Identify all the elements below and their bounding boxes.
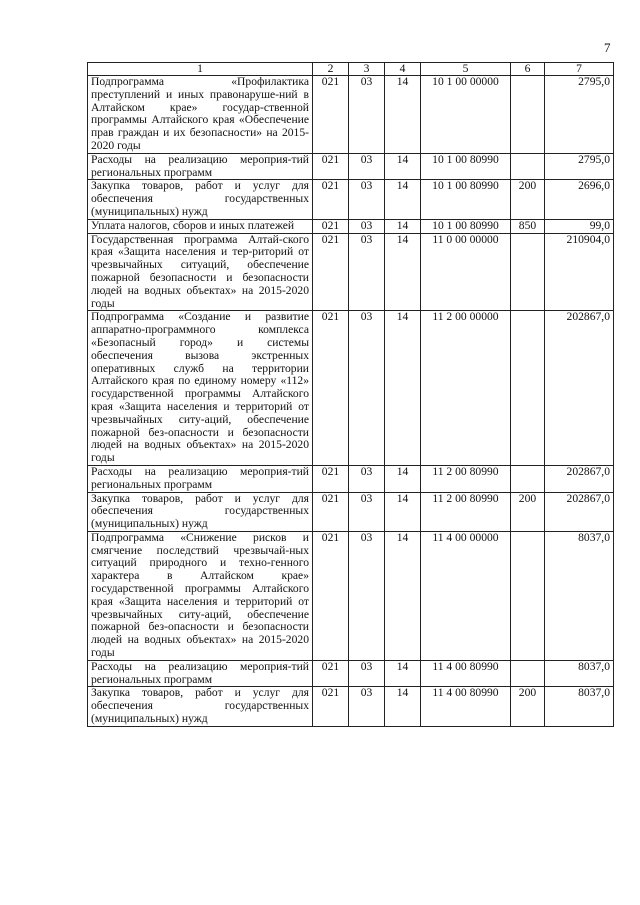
row-name-cell: Закупка товаров, работ и услуг для обеспечения государственных (муниципальных) нужд (88, 492, 313, 531)
header-cell: 3 (349, 63, 385, 76)
admin-code-cell: 021 (313, 687, 349, 726)
table-row (88, 687, 614, 726)
row-name-cell: Подпрограмма «Профилактика преступлений и иных правонаруше-ний в Алтайском крае» государ-ственной программы Алтайского края «Обеспечение прав граждан и их безопасности» на 2015-2020 годы (88, 76, 313, 154)
section-code-cell: 03 (349, 76, 385, 154)
expense-type-cell: 850 (511, 219, 545, 233)
table-row (88, 233, 614, 311)
section-code-cell: 03 (349, 660, 385, 687)
admin-code-cell: 021 (313, 180, 349, 219)
subsection-code-cell: 14 (385, 233, 421, 311)
admin-code-cell: 021 (313, 233, 349, 311)
subsection-code-cell: 14 (385, 492, 421, 531)
admin-code-cell: 021 (313, 219, 349, 233)
admin-code-cell: 021 (313, 465, 349, 492)
target-article-cell: 10 1 00 80990 (421, 180, 511, 219)
table-row (88, 660, 614, 687)
row-name-cell: Государственная программа Алтай-ского края «Защита населения и тер-риторий от чрезвычайных ситуаций, обеспечение пожарной безопасности и безопасности людей на водных объектах» на 2015-2020 годы (88, 233, 313, 311)
amount-cell: 202867,0 (545, 311, 614, 466)
table-row (88, 531, 614, 660)
table-row (88, 153, 614, 180)
row-name-cell: Подпрограмма «Создание и развитие аппаратно-программного комплекса «Безопасный город» и системы обеспечения вызова экстренных оперативных служб на территории Алтайского края по единому номеру «112» государственной программы Алтайского края «Защита населения и территорий от чрезвычайных ситу-аций, обеспечение пожарной без-опасности и безопасности людей на водных объектах» на 2015-2020 годы (88, 311, 313, 466)
subsection-code-cell: 14 (385, 153, 421, 180)
subsection-code-cell: 14 (385, 219, 421, 233)
admin-code-cell: 021 (313, 492, 349, 531)
subsection-code-cell: 14 (385, 311, 421, 466)
header-row (88, 63, 614, 76)
expense-type-cell (511, 76, 545, 154)
subsection-code-cell: 14 (385, 660, 421, 687)
subsection-code-cell: 14 (385, 465, 421, 492)
page-number: 7 (604, 40, 611, 55)
target-article-cell: 11 2 00 00000 (421, 311, 511, 466)
section-code-cell: 03 (349, 153, 385, 180)
admin-code-cell: 021 (313, 531, 349, 660)
section-code-cell: 03 (349, 311, 385, 466)
section-code-cell: 03 (349, 531, 385, 660)
expense-type-cell (511, 311, 545, 466)
header-cell: 7 (545, 63, 614, 76)
expense-type-cell: 200 (511, 492, 545, 531)
row-name-cell: Уплата налогов, сборов и иных платежей (88, 219, 313, 233)
header-cell: 4 (385, 63, 421, 76)
expense-type-cell (511, 531, 545, 660)
section-code-cell: 03 (349, 492, 385, 531)
expense-type-cell: 200 (511, 687, 545, 726)
table-row (88, 492, 614, 531)
table-row (88, 76, 614, 154)
subsection-code-cell: 14 (385, 531, 421, 660)
row-name-cell: Расходы на реализацию мероприя-тий региональных программ (88, 660, 313, 687)
target-article-cell: 11 0 00 00000 (421, 233, 511, 311)
section-code-cell: 03 (349, 465, 385, 492)
table-row (88, 219, 614, 233)
target-article-cell: 11 4 00 80990 (421, 687, 511, 726)
table-row (88, 465, 614, 492)
amount-cell: 2696,0 (545, 180, 614, 219)
row-name-cell: Расходы на реализацию мероприя-тий региональных программ (88, 153, 313, 180)
expense-type-cell (511, 660, 545, 687)
amount-cell: 210904,0 (545, 233, 614, 311)
amount-cell: 2795,0 (545, 153, 614, 180)
amount-cell: 8037,0 (545, 660, 614, 687)
expense-type-cell (511, 233, 545, 311)
target-article-cell: 11 2 00 80990 (421, 492, 511, 531)
admin-code-cell: 021 (313, 153, 349, 180)
target-article-cell: 11 4 00 80990 (421, 660, 511, 687)
expense-type-cell (511, 153, 545, 180)
target-article-cell: 10 1 00 80990 (421, 153, 511, 180)
section-code-cell: 03 (349, 180, 385, 219)
header-cell: 2 (313, 63, 349, 76)
expense-type-cell: 200 (511, 180, 545, 219)
amount-cell: 2795,0 (545, 76, 614, 154)
header-cell: 5 (421, 63, 511, 76)
row-name-cell: Закупка товаров, работ и услуг для обеспечения государственных (муниципальных) нужд (88, 687, 313, 726)
subsection-code-cell: 14 (385, 76, 421, 154)
amount-cell: 202867,0 (545, 465, 614, 492)
subsection-code-cell: 14 (385, 687, 421, 726)
header-cell: 1 (88, 63, 313, 76)
budget-table (87, 62, 614, 727)
amount-cell: 8037,0 (545, 687, 614, 726)
expense-type-cell (511, 465, 545, 492)
table-row (88, 180, 614, 219)
admin-code-cell: 021 (313, 76, 349, 154)
table-row (88, 311, 614, 466)
section-code-cell: 03 (349, 233, 385, 311)
row-name-cell: Расходы на реализацию мероприя-тий региональных программ (88, 465, 313, 492)
amount-cell: 99,0 (545, 219, 614, 233)
admin-code-cell: 021 (313, 660, 349, 687)
section-code-cell: 03 (349, 687, 385, 726)
row-name-cell: Закупка товаров, работ и услуг для обеспечения государственных (муниципальных) нужд (88, 180, 313, 219)
row-name-cell: Подпрограмма «Снижение рисков и смягчение последствий чрезвычай-ных ситуаций природного и техно-генного характера в Алтайском крае» государственной программы Алтайского края «Защита населения и территорий от чрезвычайных ситу-аций, обеспечение пожарной без-опасности и безопасности людей на водных объектах» на 2015-2020 годы (88, 531, 313, 660)
target-article-cell: 11 2 00 80990 (421, 465, 511, 492)
amount-cell: 202867,0 (545, 492, 614, 531)
target-article-cell: 11 4 00 00000 (421, 531, 511, 660)
subsection-code-cell: 14 (385, 180, 421, 219)
target-article-cell: 10 1 00 80990 (421, 219, 511, 233)
header-cell: 6 (511, 63, 545, 76)
target-article-cell: 10 1 00 00000 (421, 76, 511, 154)
section-code-cell: 03 (349, 219, 385, 233)
amount-cell: 8037,0 (545, 531, 614, 660)
admin-code-cell: 021 (313, 311, 349, 466)
